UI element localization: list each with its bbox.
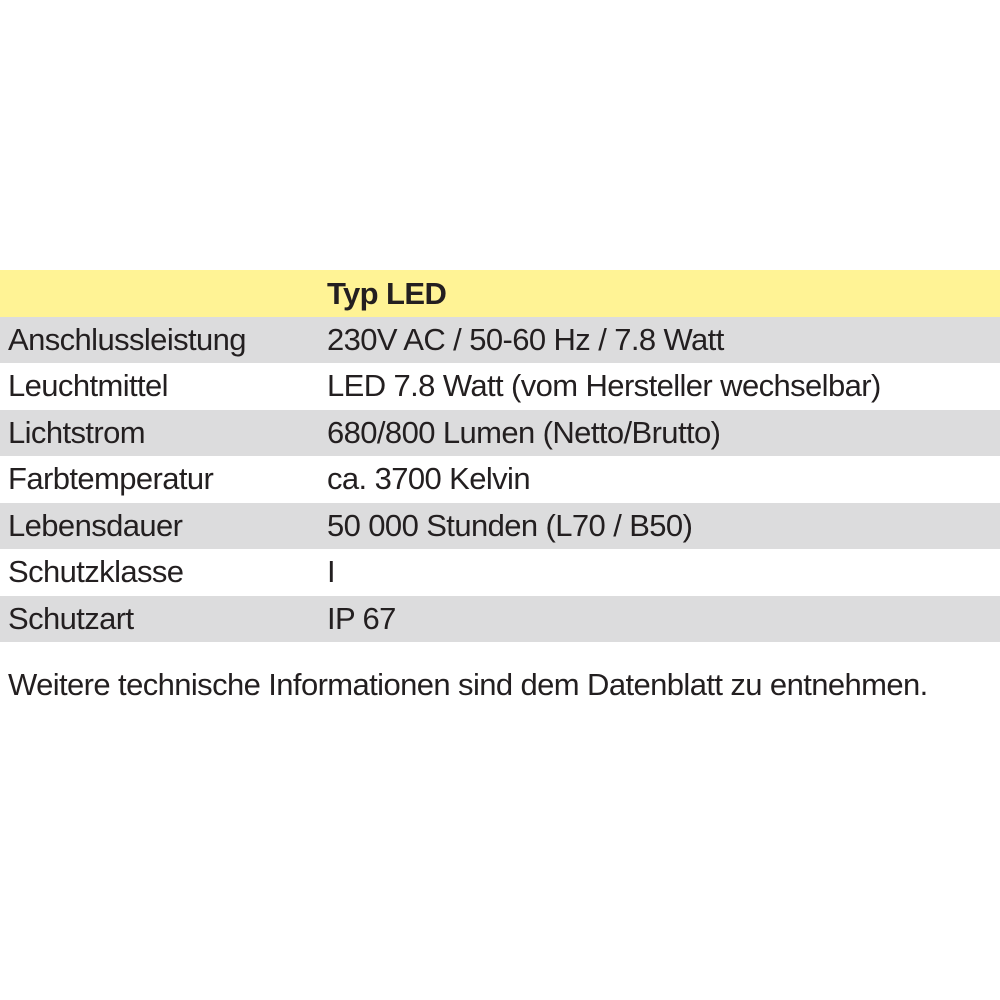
row-value: 50 000 Stunden (L70 / B50) bbox=[327, 507, 693, 543]
row-value: 680/800 Lumen (Netto/Brutto) bbox=[327, 414, 721, 450]
row-value: IP 67 bbox=[327, 600, 396, 636]
table-row bbox=[0, 410, 1000, 457]
row-label: Anschlussleistung bbox=[8, 321, 246, 357]
row-value: I bbox=[327, 554, 336, 589]
table-header-row bbox=[0, 270, 1000, 317]
spec-table bbox=[0, 270, 1000, 642]
footnote: Weitere technische Informationen sind dem Datenblatt zu entnehmen. bbox=[8, 667, 928, 702]
row-label: Schutzklasse bbox=[8, 554, 184, 589]
row-value: LED 7.8 Watt (vom Hersteller wechselbar) bbox=[327, 368, 881, 403]
row-value: 230V AC / 50-60 Hz / 7.8 Watt bbox=[327, 321, 724, 357]
header-type-title: Typ LED bbox=[327, 276, 447, 311]
table-row bbox=[0, 549, 1000, 596]
table-row bbox=[0, 503, 1000, 550]
row-label: Schutzart bbox=[8, 600, 134, 636]
row-value: ca. 3700 Kelvin bbox=[327, 461, 530, 496]
row-label: Farbtemperatur bbox=[8, 461, 214, 496]
row-label: Leuchtmittel bbox=[8, 368, 168, 403]
table-row bbox=[0, 596, 1000, 643]
table-row bbox=[0, 363, 1000, 410]
row-label: Lichtstrom bbox=[8, 414, 145, 450]
table-row bbox=[0, 317, 1000, 364]
table-row bbox=[0, 456, 1000, 503]
row-label: Lebensdauer bbox=[8, 507, 183, 543]
